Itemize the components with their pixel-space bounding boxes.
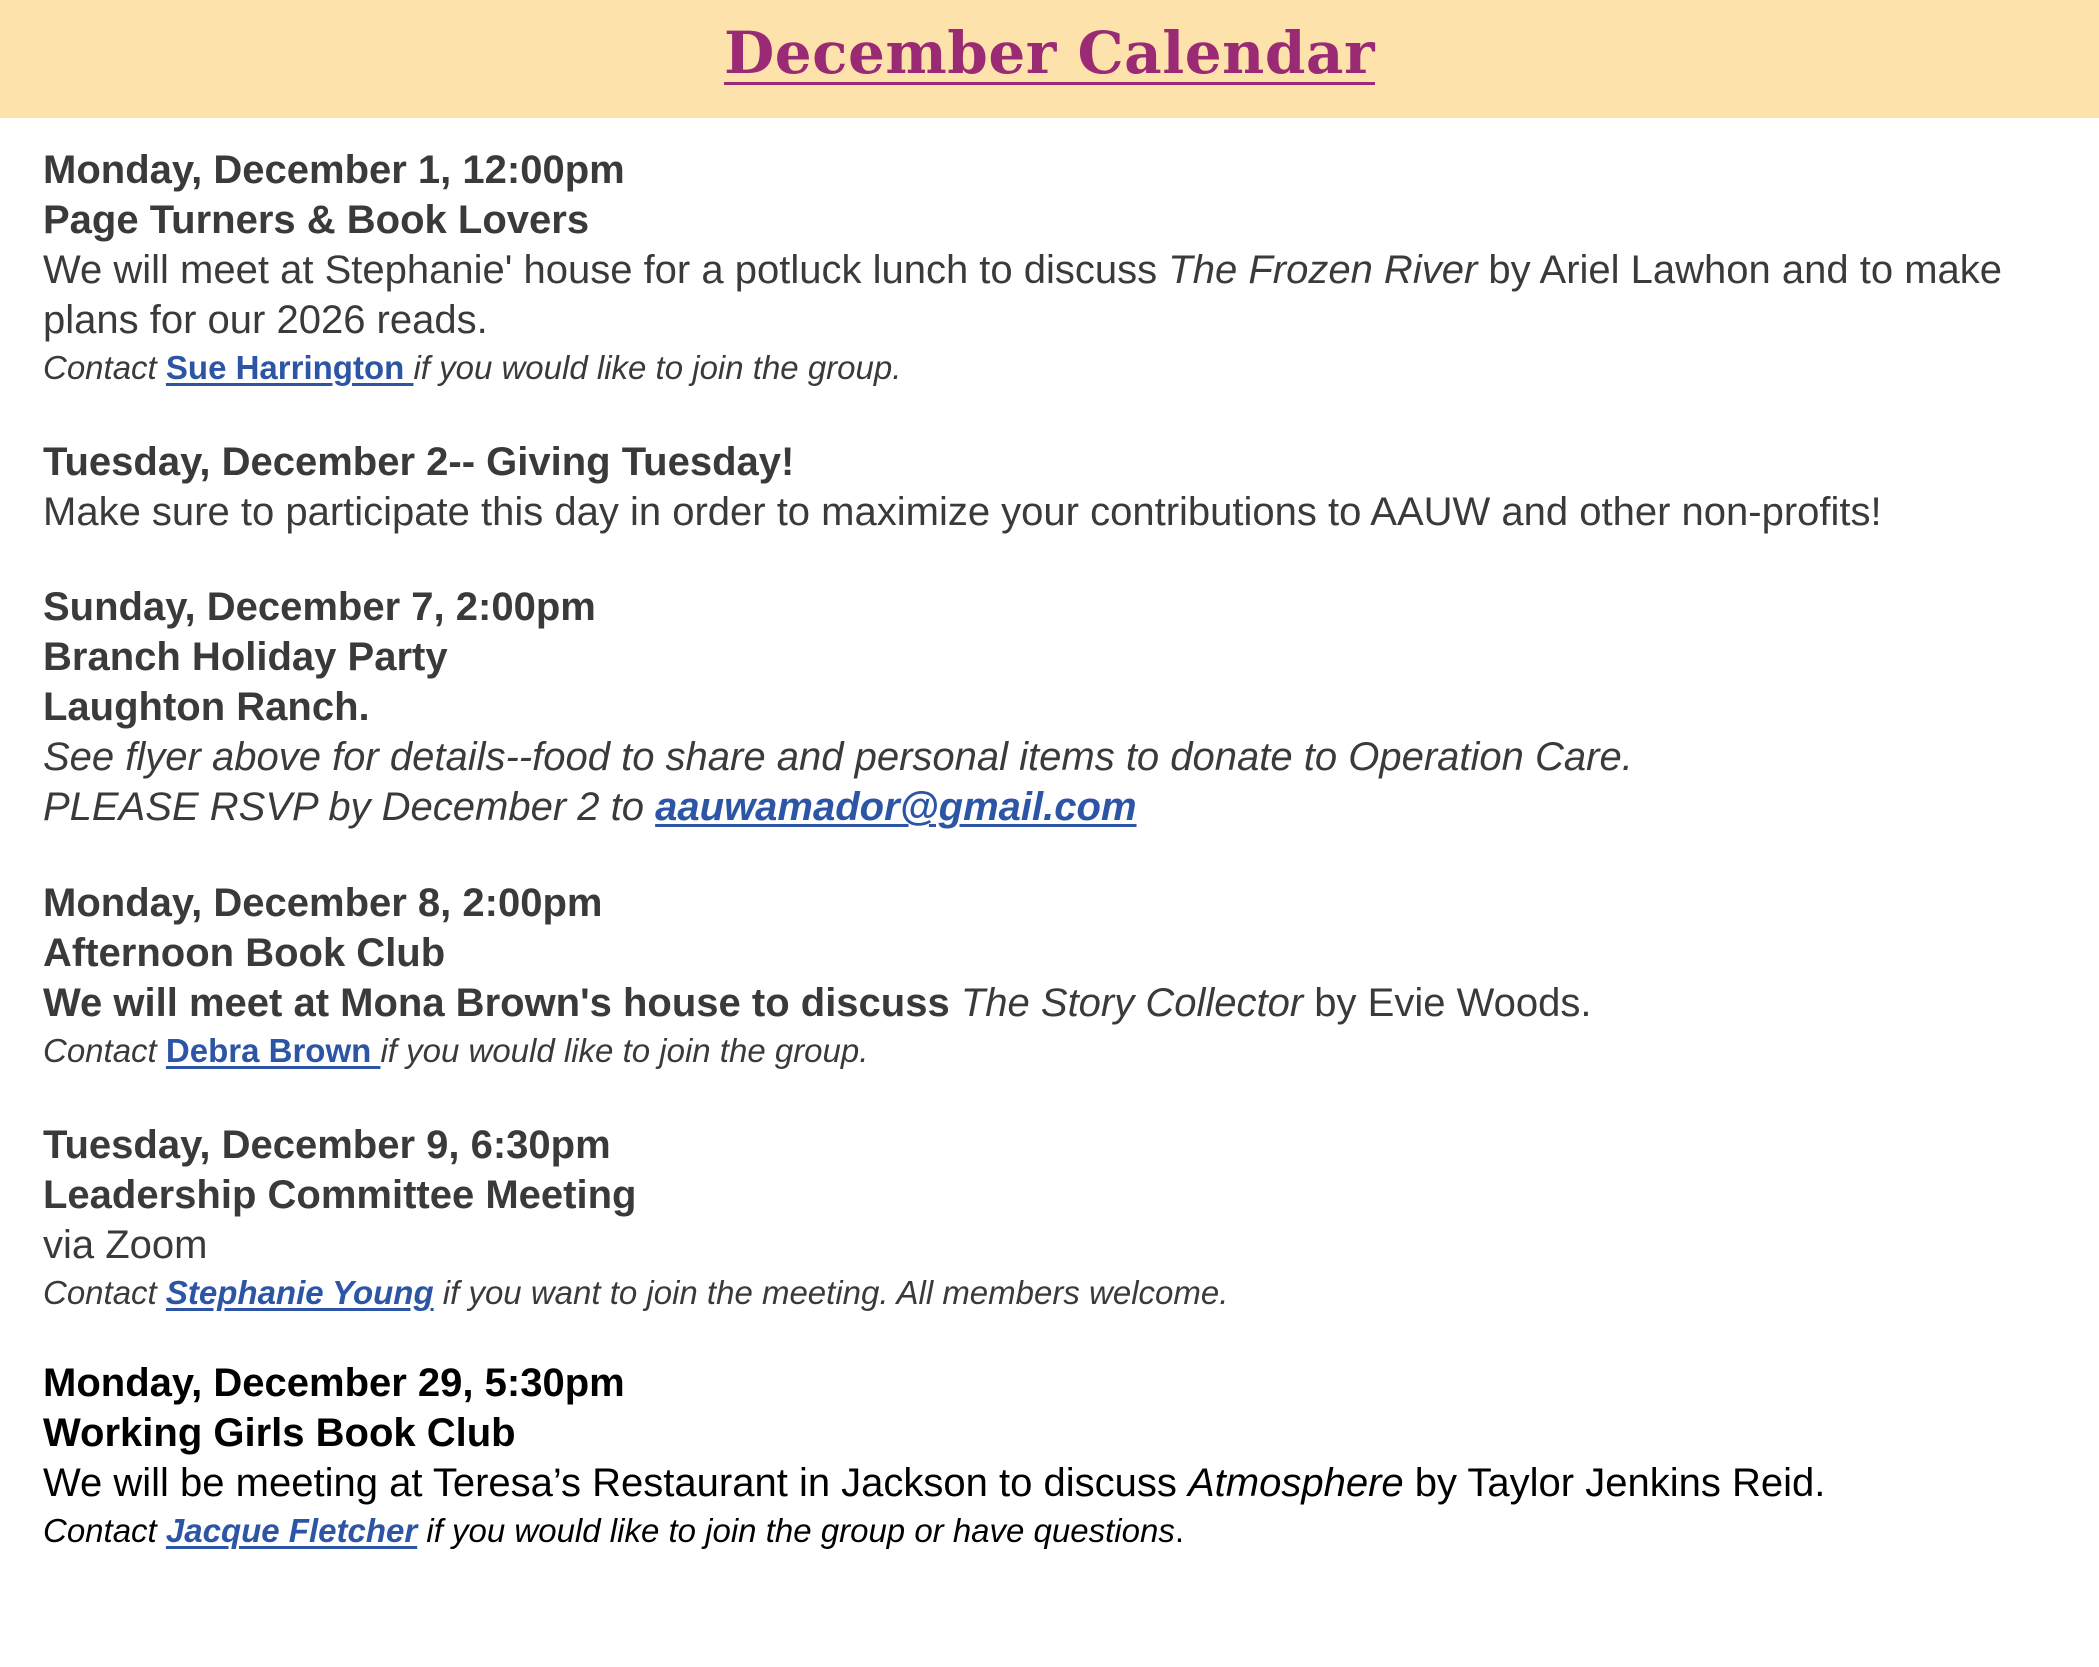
event-title: Leadership Committee Meeting — [43, 1173, 637, 1217]
page-title: December Calendar — [723, 19, 1376, 87]
book-title: Atmosphere — [1188, 1461, 1404, 1505]
event-afternoon-book-club — [43, 878, 2053, 1074]
event-date: Monday, December 8, 2:00pm — [43, 881, 603, 925]
event-title: Page Turners & Book Lovers — [43, 198, 590, 242]
event-holiday-party — [43, 582, 2053, 832]
event-title: Afternoon Book Club — [43, 931, 446, 975]
event-date: Sunday, December 7, 2:00pm — [43, 585, 596, 629]
event-description: We will meet at Stephanie' house for a potluck lunch to discuss The Frozen River by Ariel Lawhon and to make plans for our 2026 reads. — [43, 248, 2003, 342]
event-contact: Contact Stephanie Young if you want to join the meeting. All members welcome. — [43, 1274, 1229, 1311]
book-title: The Story Collector — [960, 981, 1304, 1025]
event-note: See flyer above for details--food to share and personal items to donate to Operation Care. — [43, 735, 1633, 779]
event-list — [43, 145, 2053, 1602]
event-leadership-meeting — [43, 1120, 2053, 1316]
calendar-banner — [0, 0, 2099, 118]
rsvp-email-link[interactable]: aauwamador@gmail.com — [655, 785, 1137, 829]
event-contact: Contact Debra Brown if you would like to join the group. — [43, 1032, 869, 1069]
contact-link-sue-harrington[interactable]: Sue Harrington — [165, 349, 414, 386]
event-location: Laughton Ranch. — [43, 685, 370, 729]
event-date: Monday, December 29, 5:30pm — [43, 1361, 625, 1405]
event-title: Working Girls Book Club — [43, 1411, 516, 1455]
event-date: Tuesday, December 9, 6:30pm — [43, 1123, 611, 1167]
event-contact: Contact Jacque Fletcher if you would like to join the group or have questions. — [43, 1512, 1184, 1549]
event-giving-tuesday — [43, 437, 2053, 537]
contact-link-debra-brown[interactable]: Debra Brown — [165, 1032, 381, 1069]
event-rsvp: PLEASE RSVP by December 2 to aauwamador@gmail.com — [43, 785, 1137, 829]
contact-link-stephanie-young[interactable]: Stephanie Young — [165, 1274, 434, 1311]
event-contact: Contact Sue Harrington if you would like to join the group. — [43, 349, 902, 386]
event-description: We will meet at Mona Brown's house to discuss The Story Collector by Evie Woods. — [43, 981, 1592, 1025]
event-description: We will be meeting at Teresa’s Restaurant in Jackson to discuss Atmosphere by Taylor Jenkins Reid. — [43, 1461, 1826, 1505]
book-title: The Frozen River — [1168, 248, 1478, 292]
event-date: Monday, December 1, 12:00pm — [43, 148, 625, 192]
event-description: via Zoom — [43, 1223, 208, 1267]
event-description: Make sure to participate this day in order to maximize your contributions to AAUW and other non-profits! — [43, 490, 1882, 534]
event-title: Branch Holiday Party — [43, 635, 448, 679]
event-date: Tuesday, December 2-- Giving Tuesday! — [43, 440, 795, 484]
contact-link-jacque-fletcher[interactable]: Jacque Fletcher — [165, 1512, 418, 1549]
event-page-turners — [43, 145, 2053, 391]
event-working-girls-book-club — [43, 1358, 2053, 1554]
